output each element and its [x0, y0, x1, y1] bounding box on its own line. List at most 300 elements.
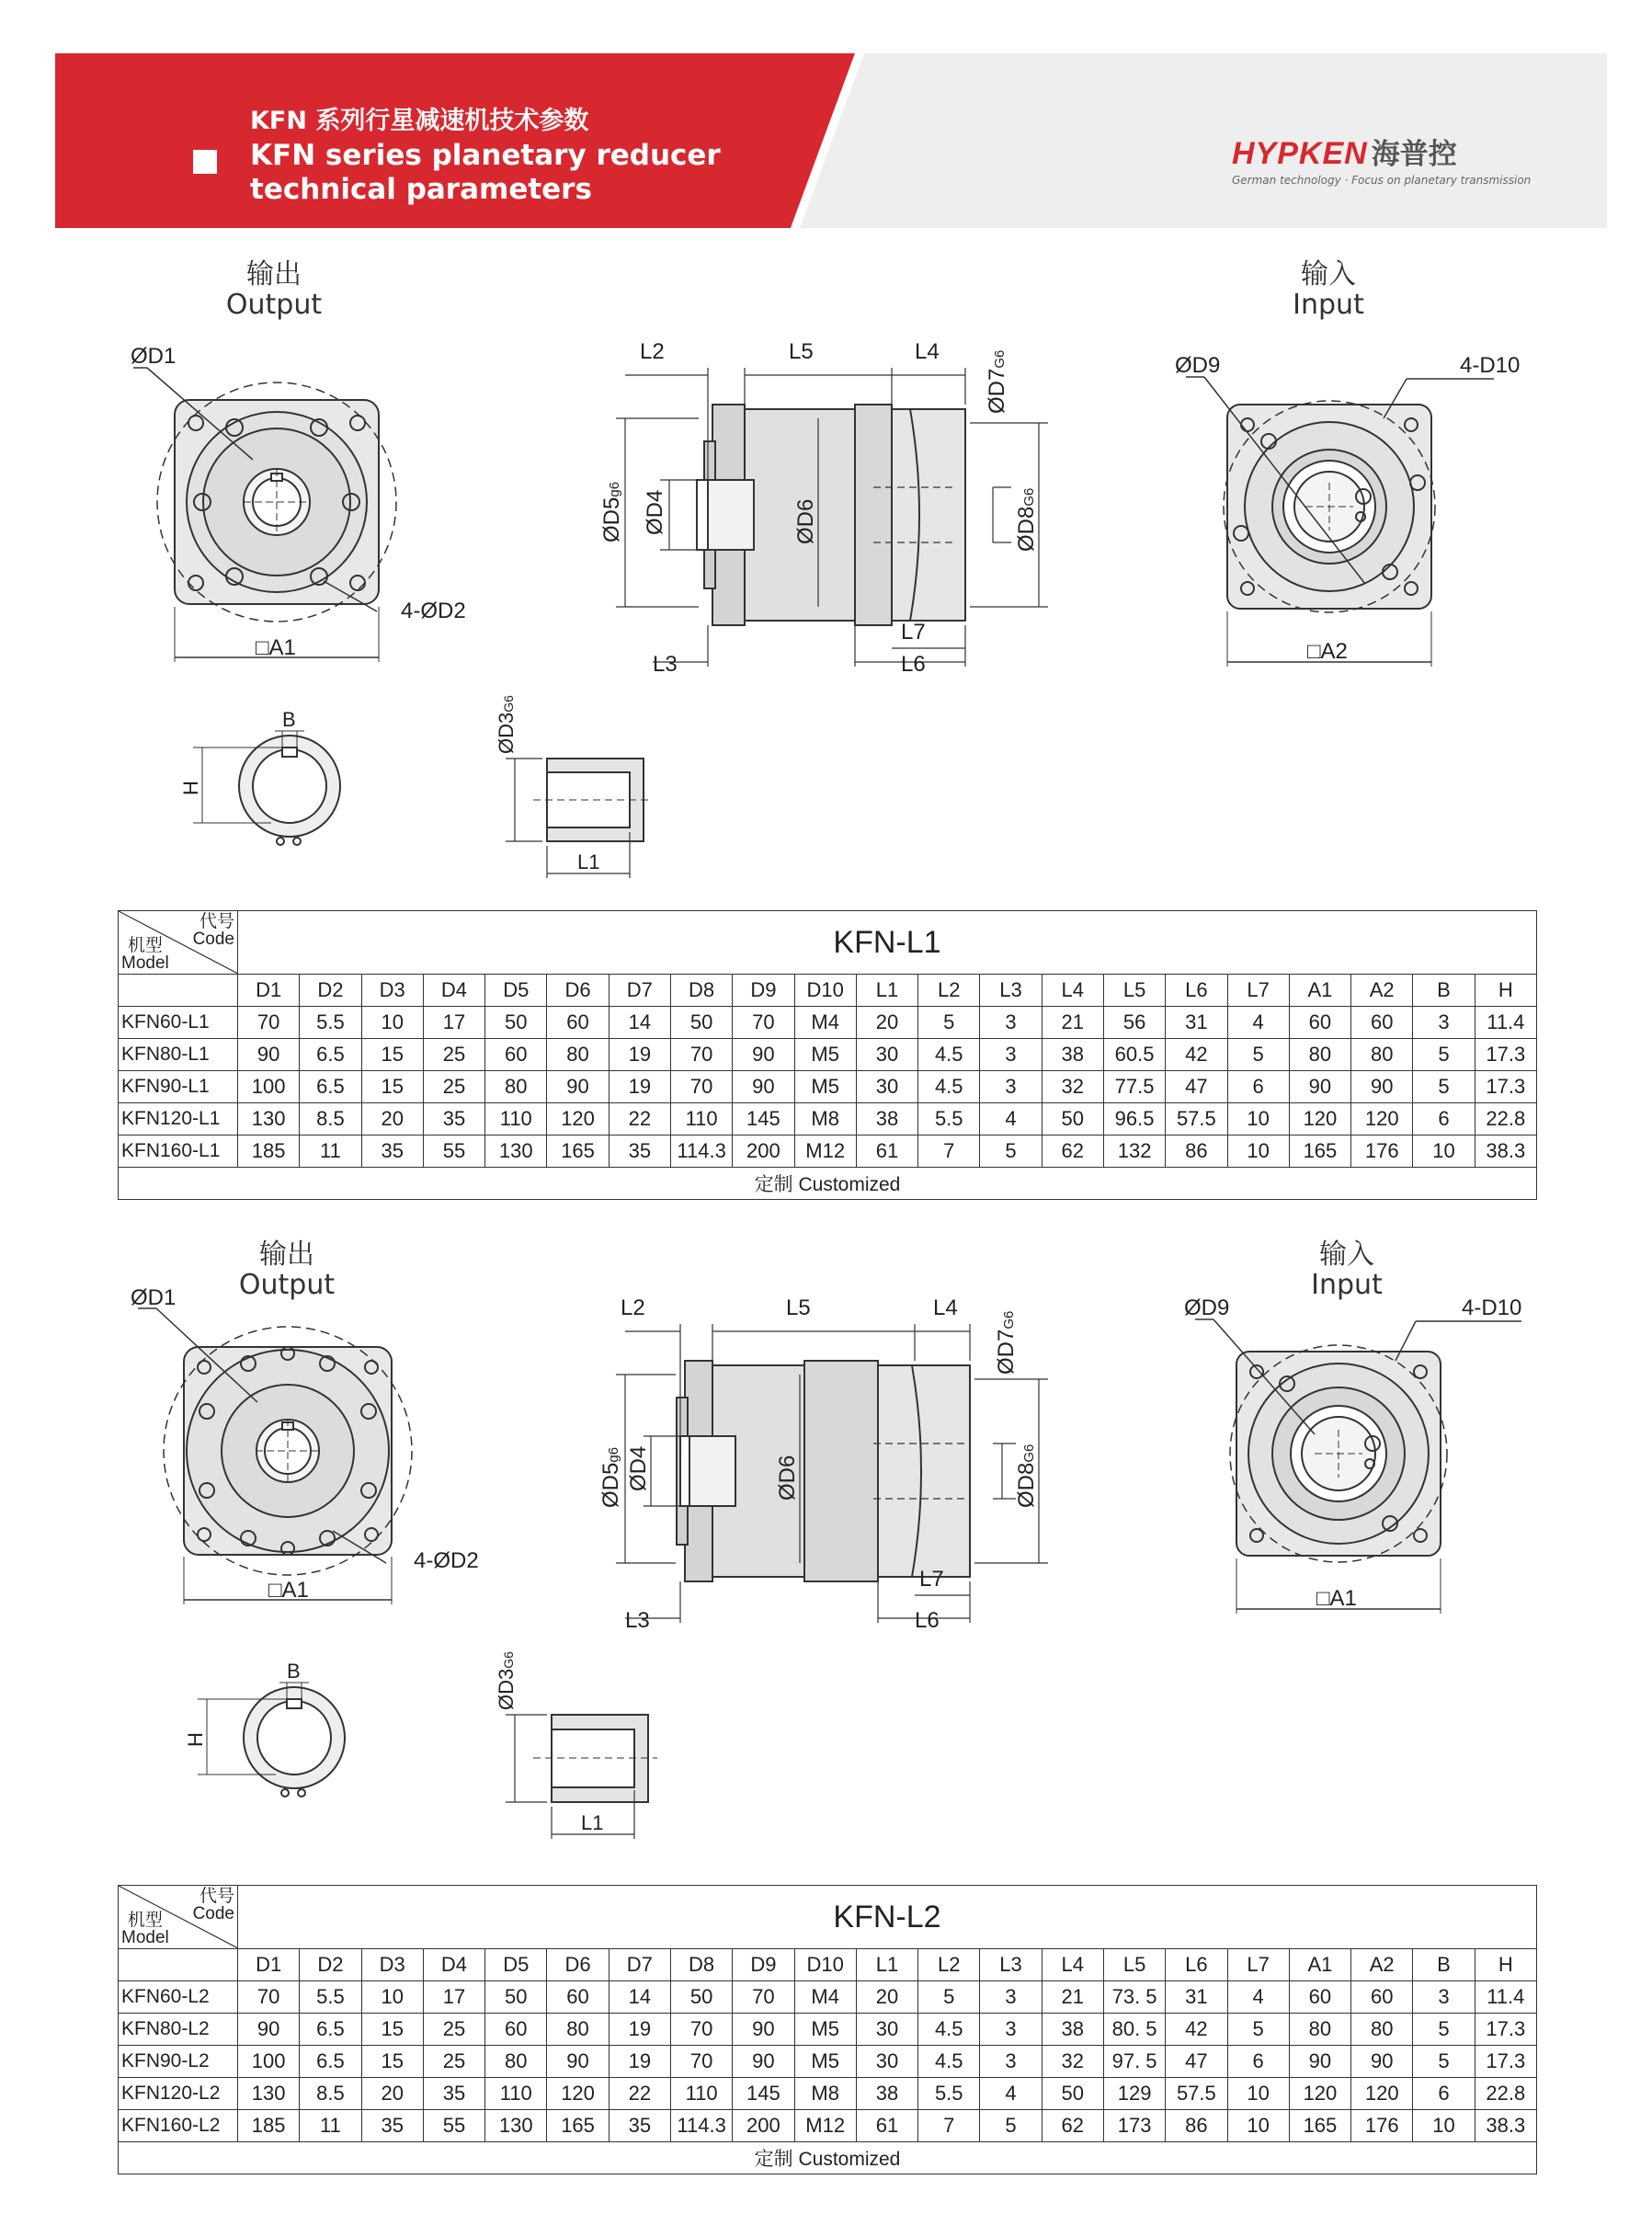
- value-cell: 145: [733, 2078, 794, 2110]
- value-cell: 38.3: [1475, 1136, 1536, 1168]
- value-cell: 60: [485, 1039, 547, 1071]
- col-header: D7: [609, 1949, 670, 1981]
- table-body-l1: [119, 1007, 1537, 1168]
- value-cell: 3: [980, 1039, 1042, 1071]
- value-cell: 165: [547, 2110, 609, 2142]
- table-row: [119, 1071, 1537, 1103]
- value-cell: 10: [361, 1007, 423, 1039]
- col-header: D1: [238, 1949, 300, 1981]
- value-cell: 70: [238, 1007, 300, 1039]
- value-cell: 30: [856, 1071, 917, 1103]
- value-cell: 47: [1166, 2046, 1227, 2078]
- value-cell: 129: [1103, 2078, 1165, 2110]
- input-cn: 输入: [1301, 258, 1356, 291]
- l1-label: L1: [581, 1811, 604, 1834]
- value-cell: 38: [856, 1103, 917, 1136]
- col-header: A1: [1289, 975, 1350, 1007]
- model-cell: KFN60-L1: [119, 1007, 238, 1039]
- value-cell: 4: [980, 2078, 1042, 2110]
- value-cell: 15: [361, 2046, 423, 2078]
- value-cell: 80: [1351, 1039, 1413, 1071]
- value-cell: 8.5: [300, 2078, 361, 2110]
- customized-note: 定制 Customized: [119, 1168, 1537, 1200]
- value-cell: 60: [485, 2014, 547, 2046]
- col-header: D10: [794, 1949, 856, 1981]
- table-header-row: [119, 975, 1537, 1007]
- value-cell: 60: [547, 1007, 609, 1039]
- output-cn: 输出: [259, 1238, 314, 1271]
- value-cell: 3: [980, 1007, 1042, 1039]
- l3-label: L3: [653, 652, 678, 677]
- table-row: [119, 2110, 1537, 2142]
- value-cell: 31: [1166, 1981, 1227, 2014]
- value-cell: 100: [238, 1071, 300, 1103]
- value-cell: 19: [609, 1039, 670, 1071]
- d9-label: ØD9: [1175, 353, 1221, 378]
- value-cell: 10: [1413, 1136, 1475, 1168]
- value-cell: 120: [1351, 2078, 1413, 2110]
- value-cell: 80: [1351, 2014, 1413, 2046]
- input-label-1: [1255, 259, 1402, 320]
- h-label: H: [179, 781, 202, 795]
- l2-label: L2: [640, 339, 665, 364]
- value-cell: 132: [1103, 1136, 1165, 1168]
- value-cell: 32: [1042, 1071, 1103, 1103]
- output-label-1: [200, 259, 347, 320]
- value-cell: 77.5: [1103, 1071, 1165, 1103]
- d4-label: ØD4: [643, 489, 667, 535]
- output-flange-view-2: [120, 1283, 506, 1632]
- col-header: D8: [670, 975, 732, 1007]
- value-cell: 97. 5: [1103, 2046, 1165, 2078]
- value-cell: M8: [794, 1103, 856, 1136]
- col-header: L5: [1103, 975, 1165, 1007]
- value-cell: 5: [1227, 2014, 1289, 2046]
- output-flange-view-1: [110, 340, 466, 671]
- value-cell: 90: [547, 1071, 609, 1103]
- col-header: A2: [1351, 975, 1413, 1007]
- value-cell: 70: [238, 1981, 300, 2014]
- value-cell: 114.3: [670, 1136, 732, 1168]
- value-cell: 11.4: [1475, 1981, 1536, 2014]
- d1-label: ØD1: [131, 344, 177, 369]
- value-cell: 4.5: [918, 2046, 980, 2078]
- value-cell: 86: [1166, 2110, 1227, 2142]
- series-title: KFN-L2: [238, 1886, 1537, 1949]
- value-cell: 80. 5: [1103, 2014, 1165, 2046]
- l1-label: L1: [577, 850, 600, 873]
- value-cell: 5: [980, 1136, 1042, 1168]
- value-cell: 56: [1103, 1007, 1165, 1039]
- value-cell: 96.5: [1103, 1103, 1165, 1136]
- d3-label: ØD3G6: [495, 695, 518, 754]
- value-cell: 80: [547, 1039, 609, 1071]
- corner-code: 代号 Code: [192, 1887, 234, 1923]
- side-view-2: [588, 1287, 1103, 1641]
- d2-label: 4-ØD2: [414, 1548, 479, 1573]
- value-cell: 173: [1103, 2110, 1165, 2142]
- table-footer-row: [119, 1168, 1537, 1200]
- value-cell: 165: [547, 1136, 609, 1168]
- value-cell: 50: [1042, 1103, 1103, 1136]
- value-cell: 130: [238, 2078, 300, 2110]
- header-title: [193, 104, 820, 207]
- value-cell: 20: [856, 1981, 917, 2014]
- l7-label: L7: [919, 1567, 944, 1592]
- value-cell: 17: [423, 1981, 484, 2014]
- value-cell: 90: [1289, 2046, 1350, 2078]
- value-cell: 70: [670, 2014, 732, 2046]
- model-cell: KFN120-L2: [119, 2078, 238, 2110]
- col-header: D4: [423, 1949, 484, 1981]
- value-cell: 200: [733, 1136, 794, 1168]
- value-cell: 10: [1413, 2110, 1475, 2142]
- value-cell: 14: [609, 1007, 670, 1039]
- value-cell: 5: [1413, 1071, 1475, 1103]
- value-cell: 100: [238, 2046, 300, 2078]
- brand-tagline: German technology · Focus on planetary transmission: [1232, 174, 1532, 187]
- keyway-view-1: [179, 703, 354, 860]
- col-header: D1: [238, 975, 300, 1007]
- value-cell: 90: [733, 1039, 794, 1071]
- d10-label: 4-D10: [1460, 353, 1521, 378]
- value-cell: 145: [733, 1103, 794, 1136]
- series-title: KFN-L1: [238, 911, 1537, 975]
- value-cell: 19: [609, 2014, 670, 2046]
- output-cn: 输出: [246, 258, 302, 291]
- value-cell: M5: [794, 1071, 856, 1103]
- value-cell: 90: [238, 2014, 300, 2046]
- col-header: L4: [1042, 1949, 1103, 1981]
- col-header: D2: [300, 1949, 361, 1981]
- value-cell: M5: [794, 2014, 856, 2046]
- value-cell: 110: [670, 1103, 732, 1136]
- value-cell: 10: [1227, 1103, 1289, 1136]
- header-blank: [119, 975, 238, 1007]
- value-cell: 3: [1413, 1007, 1475, 1039]
- table-footer-row: [119, 2142, 1537, 2174]
- value-cell: 35: [361, 2110, 423, 2142]
- value-cell: 3: [980, 1981, 1042, 2014]
- col-header: L7: [1227, 975, 1289, 1007]
- value-cell: 86: [1166, 1136, 1227, 1168]
- value-cell: 80: [485, 1071, 547, 1103]
- col-header: D6: [547, 975, 609, 1007]
- col-header: L1: [856, 975, 917, 1007]
- value-cell: 120: [1351, 1103, 1413, 1136]
- value-cell: 35: [423, 2078, 484, 2110]
- col-header: L2: [918, 975, 980, 1007]
- table-row: [119, 1103, 1537, 1136]
- d3-label: ØD3G6: [495, 1651, 518, 1710]
- value-cell: 35: [423, 1103, 484, 1136]
- value-cell: 38: [856, 2078, 917, 2110]
- d4-label: ØD4: [626, 1445, 651, 1491]
- value-cell: 80: [547, 2014, 609, 2046]
- keyway-view-2: [184, 1655, 359, 1811]
- output-en: Output: [225, 289, 323, 321]
- corner-code: 代号 Code: [192, 912, 234, 949]
- value-cell: M4: [794, 1007, 856, 1039]
- value-cell: 5: [980, 2110, 1042, 2142]
- value-cell: 30: [856, 2014, 917, 2046]
- value-cell: 176: [1351, 1136, 1413, 1168]
- input-flange-view-1: [1168, 349, 1554, 671]
- value-cell: 17.3: [1475, 2014, 1536, 2046]
- value-cell: 15: [361, 1039, 423, 1071]
- value-cell: 20: [856, 1007, 917, 1039]
- value-cell: 185: [238, 2110, 300, 2142]
- table-header-row: [119, 1949, 1537, 1981]
- value-cell: 7: [918, 1136, 980, 1168]
- value-cell: 22: [609, 2078, 670, 2110]
- value-cell: 55: [423, 1136, 484, 1168]
- value-cell: 110: [485, 2078, 547, 2110]
- value-cell: 90: [733, 2014, 794, 2046]
- value-cell: 25: [423, 1039, 484, 1071]
- value-cell: 5: [1413, 2014, 1475, 2046]
- value-cell: 60: [1351, 1007, 1413, 1039]
- value-cell: 42: [1166, 2014, 1227, 2046]
- col-header: D5: [485, 1949, 547, 1981]
- value-cell: 5.5: [300, 1007, 361, 1039]
- value-cell: 61: [856, 2110, 917, 2142]
- value-cell: 30: [856, 1039, 917, 1071]
- value-cell: 62: [1042, 1136, 1103, 1168]
- col-header: D5: [485, 975, 547, 1007]
- customized-note: 定制 Customized: [119, 2142, 1537, 2174]
- title-en: KFN series planetary reducer technical parameters: [250, 139, 721, 206]
- value-cell: 20: [361, 1103, 423, 1136]
- col-header: H: [1475, 975, 1536, 1007]
- value-cell: 50: [670, 1981, 732, 2014]
- a1-label: □A1: [1316, 1586, 1357, 1611]
- col-header: L6: [1166, 1949, 1227, 1981]
- sleeve-view-2: [478, 1632, 662, 1843]
- side-view-1: [588, 331, 1103, 685]
- table-row: [119, 2078, 1537, 2110]
- value-cell: 8.5: [300, 1103, 361, 1136]
- value-cell: 4: [980, 1103, 1042, 1136]
- table-corner: [119, 911, 238, 975]
- d8-label: ØD8G6: [1014, 1444, 1039, 1508]
- a1-label: □A1: [256, 635, 296, 660]
- value-cell: 120: [547, 2078, 609, 2110]
- value-cell: 5.5: [918, 1103, 980, 1136]
- value-cell: 22: [609, 1103, 670, 1136]
- value-cell: 21: [1042, 1981, 1103, 2014]
- col-header: L1: [856, 1949, 917, 1981]
- value-cell: 11: [300, 1136, 361, 1168]
- value-cell: 120: [1289, 1103, 1350, 1136]
- value-cell: 25: [423, 2014, 484, 2046]
- model-cell: KFN160-L2: [119, 2110, 238, 2142]
- value-cell: 32: [1042, 2046, 1103, 2078]
- col-header: D7: [609, 975, 670, 1007]
- value-cell: 61: [856, 1136, 917, 1168]
- d5-label: ØD5g6: [599, 481, 624, 542]
- h-label: H: [184, 1732, 207, 1747]
- d6-label: ØD6: [775, 1455, 800, 1501]
- value-cell: 5.5: [918, 2078, 980, 2110]
- value-cell: 21: [1042, 1007, 1103, 1039]
- col-header: D3: [361, 1949, 423, 1981]
- value-cell: 38: [1042, 1039, 1103, 1071]
- value-cell: 5: [1413, 1039, 1475, 1071]
- table-row: [119, 2014, 1537, 2046]
- corner-model: 机型 Model: [121, 1911, 169, 1947]
- brand-name: HYPKEN: [1232, 136, 1368, 171]
- value-cell: 10: [1227, 1136, 1289, 1168]
- value-cell: 90: [733, 1071, 794, 1103]
- model-cell: KFN90-L2: [119, 2046, 238, 2078]
- value-cell: 3: [980, 2014, 1042, 2046]
- col-header: D4: [423, 975, 484, 1007]
- value-cell: 6.5: [300, 2046, 361, 2078]
- value-cell: 110: [485, 1103, 547, 1136]
- value-cell: 38: [1042, 2014, 1103, 2046]
- value-cell: 3: [1413, 1981, 1475, 2014]
- value-cell: 62: [1042, 2110, 1103, 2142]
- value-cell: 185: [238, 1136, 300, 1168]
- value-cell: M8: [794, 2078, 856, 2110]
- b-label: B: [282, 708, 296, 731]
- a2-label: □A2: [1307, 639, 1348, 664]
- value-cell: 70: [733, 1981, 794, 2014]
- value-cell: 11: [300, 2110, 361, 2142]
- value-cell: 5: [918, 1981, 980, 2014]
- table-row: [119, 1039, 1537, 1071]
- spec-table-l1: [118, 910, 1537, 1200]
- value-cell: M5: [794, 1039, 856, 1071]
- value-cell: 10: [1227, 2110, 1289, 2142]
- value-cell: 50: [485, 1007, 547, 1039]
- l4-label: L4: [933, 1295, 958, 1320]
- col-header: L2: [918, 1949, 980, 1981]
- value-cell: 6: [1227, 2046, 1289, 2078]
- a1-label: □A1: [268, 1578, 309, 1603]
- col-header: H: [1475, 1949, 1536, 1981]
- value-cell: 90: [238, 1039, 300, 1071]
- sleeve-view-1: [478, 680, 662, 883]
- value-cell: 90: [733, 2046, 794, 2078]
- value-cell: 90: [1289, 1071, 1350, 1103]
- value-cell: 20: [361, 2078, 423, 2110]
- d10-label: 4-D10: [1462, 1295, 1522, 1320]
- d1-label: ØD1: [131, 1285, 177, 1310]
- value-cell: 10: [1227, 2078, 1289, 2110]
- corner-model: 机型 Model: [121, 936, 169, 973]
- value-cell: 15: [361, 1071, 423, 1103]
- d9-label: ØD9: [1184, 1295, 1230, 1320]
- value-cell: 47: [1166, 1071, 1227, 1103]
- value-cell: 19: [609, 2046, 670, 2078]
- title-cn: KFN 系列行星减速机技术参数: [250, 107, 589, 135]
- input-cn: 输入: [1319, 1238, 1374, 1271]
- value-cell: 17: [423, 1007, 484, 1039]
- value-cell: 60.5: [1103, 1039, 1165, 1071]
- value-cell: 165: [1289, 2110, 1350, 2142]
- col-header: D3: [361, 975, 423, 1007]
- value-cell: 35: [361, 1136, 423, 1168]
- d2-label: 4-ØD2: [401, 599, 466, 623]
- value-cell: 17.3: [1475, 2046, 1536, 2078]
- value-cell: 25: [423, 1071, 484, 1103]
- value-cell: 17.3: [1475, 1039, 1536, 1071]
- value-cell: 50: [670, 1007, 732, 1039]
- col-header: A1: [1289, 1949, 1350, 1981]
- value-cell: 5: [918, 1007, 980, 1039]
- value-cell: 80: [1289, 2014, 1350, 2046]
- l3-label: L3: [625, 1608, 650, 1633]
- value-cell: 60: [1351, 1981, 1413, 2014]
- value-cell: 6: [1227, 1071, 1289, 1103]
- value-cell: 165: [1289, 1136, 1350, 1168]
- value-cell: 50: [485, 1981, 547, 2014]
- value-cell: 38.3: [1475, 2110, 1536, 2142]
- value-cell: 110: [670, 2078, 732, 2110]
- value-cell: M12: [794, 1136, 856, 1168]
- table-row: [119, 1981, 1537, 2014]
- value-cell: 14: [609, 1981, 670, 2014]
- value-cell: 6.5: [300, 1071, 361, 1103]
- input-en: Input: [1311, 1269, 1383, 1301]
- value-cell: 5: [1227, 1039, 1289, 1071]
- col-header: D9: [733, 975, 794, 1007]
- value-cell: 35: [609, 2110, 670, 2142]
- value-cell: 120: [547, 1103, 609, 1136]
- col-header: L3: [980, 1949, 1042, 1981]
- value-cell: 90: [547, 2046, 609, 2078]
- col-header: L5: [1103, 1949, 1165, 1981]
- value-cell: 176: [1351, 2110, 1413, 2142]
- value-cell: 22.8: [1475, 1103, 1536, 1136]
- l5-label: L5: [789, 339, 814, 364]
- value-cell: 11.4: [1475, 1007, 1536, 1039]
- value-cell: 50: [1042, 2078, 1103, 2110]
- model-cell: KFN120-L1: [119, 1103, 238, 1136]
- table-row: [119, 1007, 1537, 1039]
- col-header: D9: [733, 1949, 794, 1981]
- d7-label: ØD7G6: [985, 349, 1009, 414]
- b-label: B: [287, 1660, 301, 1683]
- value-cell: 60: [1289, 1007, 1350, 1039]
- l5-label: L5: [786, 1295, 811, 1320]
- value-cell: M12: [794, 2110, 856, 2142]
- value-cell: 114.3: [670, 2110, 732, 2142]
- d5-label: ØD5g6: [598, 1446, 623, 1508]
- value-cell: 42: [1166, 1039, 1227, 1071]
- value-cell: 19: [609, 1071, 670, 1103]
- col-header: D2: [300, 975, 361, 1007]
- value-cell: 70: [670, 2046, 732, 2078]
- col-header: B: [1413, 1949, 1475, 1981]
- value-cell: 4: [1227, 1981, 1289, 2014]
- value-cell: 57.5: [1166, 2078, 1227, 2110]
- col-header: L6: [1166, 975, 1227, 1007]
- value-cell: 55: [423, 2110, 484, 2142]
- table-row: [119, 1136, 1537, 1168]
- col-header: D6: [547, 1949, 609, 1981]
- col-header: A2: [1351, 1949, 1413, 1981]
- value-cell: 5: [1413, 2046, 1475, 2078]
- input-en: Input: [1293, 289, 1364, 321]
- value-cell: 5.5: [300, 1981, 361, 2014]
- output-en: Output: [238, 1269, 336, 1301]
- value-cell: 70: [733, 1007, 794, 1039]
- model-cell: KFN90-L1: [119, 1071, 238, 1103]
- d7-label: ØD7G6: [994, 1310, 1019, 1375]
